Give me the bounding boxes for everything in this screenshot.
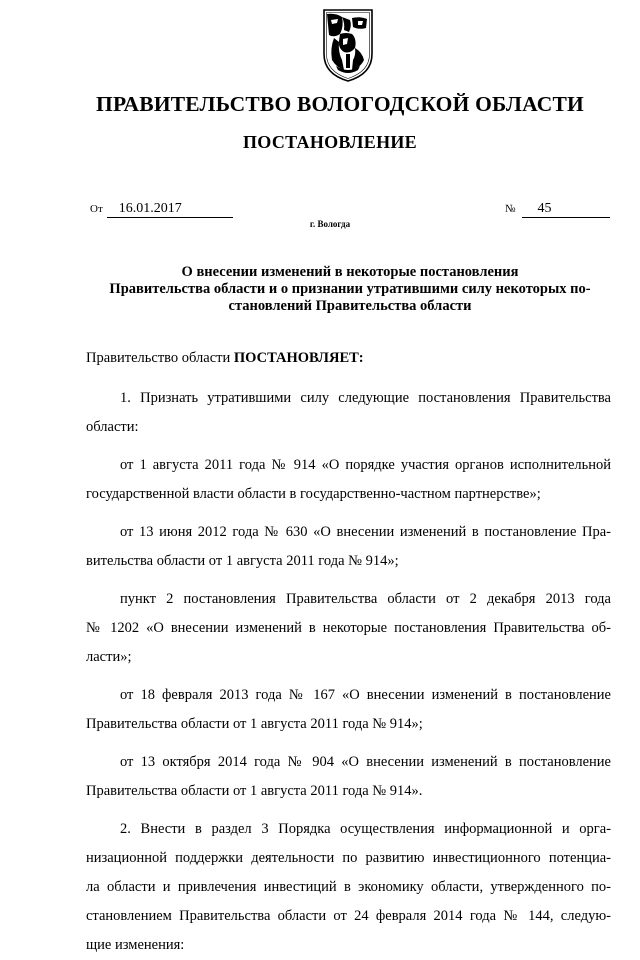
list-item [86,585,611,672]
list-item [86,748,611,806]
paragraph-line: 1. Признать утратившими силу следующие постановления Правительства [120,390,611,406]
coat-of-arms-icon [322,8,374,83]
date-row [90,201,233,218]
title-line: Правительства области и о признании утратившими силу некоторых по- [109,281,591,297]
title-line: становлений Правительства области [228,298,472,314]
document-body [86,344,611,960]
document-title [78,264,622,315]
paragraph-line: щие изменения: [86,937,185,953]
list-item [86,681,611,739]
paragraph-line: пункт 2 постановления Правительства области от 2 декабря 2013 года [120,591,611,607]
paragraph-line: от 13 октября 2014 года № 904 «О внесении изменений в постановление [120,754,611,770]
paragraph-line: становлением Правительства области от 24 февраля 2014 года № 144, следую- [86,908,611,924]
paragraph-line: области: [86,419,139,435]
number-label: № [505,203,516,215]
paragraph-line: 2. Внести в раздел 3 Порядка осуществления информационной и орга- [120,821,611,837]
number-row [505,201,610,218]
paragraph-line: вительства области от 1 августа 2011 года № 914»; [86,553,399,569]
document-type: ПОСТАНОВЛЕНИЕ [243,132,417,152]
document-number: 45 [522,201,610,218]
paragraph-line: от 13 июня 2012 года № 630 «О внесении изменений в постановление Пра- [120,524,611,540]
title-line: О внесении изменений в некоторые постановления [181,264,519,280]
paragraph-line: ла области и привлечения инвестиций в экономику области, утвержденного по- [86,879,611,895]
organization-name: ПРАВИТЕЛЬСТВО ВОЛОГОДСКОЙ ОБЛАСТИ [96,92,584,116]
item-1-paragraph [86,384,611,442]
decree-paragraph [86,344,611,373]
city-name: г. Вологда [309,219,351,229]
decree-prefix: Правительство области [86,350,231,366]
paragraph-line: низационной поддержки деятельности по развитию инвестиционного потенциа- [86,850,611,866]
paragraph-line: Правительства области от 1 августа 2011 года № 914»; [86,716,423,732]
item-2-paragraph [86,815,611,960]
paragraph-line: государственной власти области в государственно-частном партнерстве»; [86,486,541,502]
paragraph-line: № 1202 «О внесении изменений в некоторые постановления Правительства об- [86,620,611,636]
document-date: 16.01.2017 [107,201,233,218]
decree-word: ПОСТАНОВЛЯЕТ: [233,350,364,366]
list-item [86,518,611,576]
paragraph-line: ласти»; [86,649,132,665]
paragraph-line: от 18 февраля 2013 года № 167 «О внесении изменений в постановление [120,687,611,703]
date-label: От [90,203,103,215]
paragraph-line: от 1 августа 2011 года № 914 «О порядке участия органов исполнительной [120,457,611,473]
list-item [86,451,611,509]
paragraph-line: Правительства области от 1 августа 2011 года № 914». [86,783,423,799]
